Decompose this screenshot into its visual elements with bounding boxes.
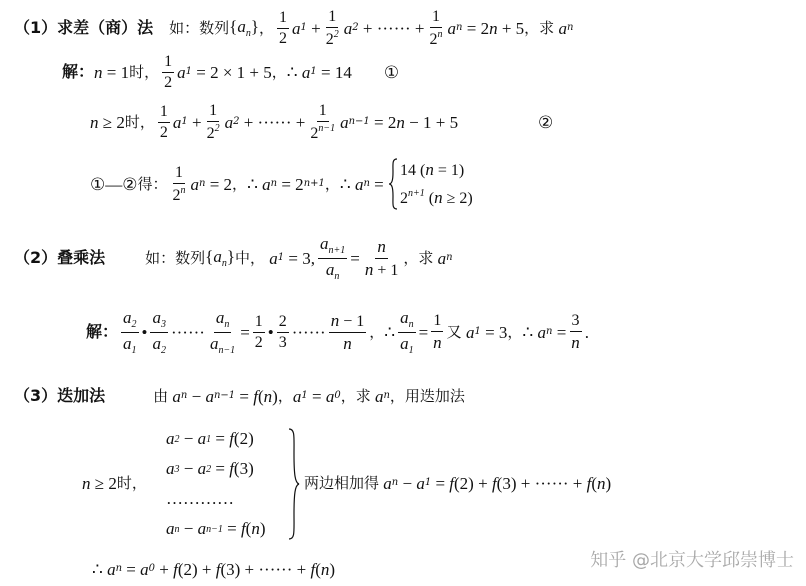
frac: $\frac{1}{2}$: [164, 52, 173, 91]
right-brace-icon: [288, 428, 300, 540]
section-2-header: （2） 叠乘法 如：数列 $\{a_n\}$ 中， a 1 = 3, $\frac{a_{n+1}}{a_n}$ = $\frac{n}{n + 1}$ ，求 a n: [14, 233, 453, 282]
you-label: 又: [446, 322, 462, 341]
therefore-symbol: ∴: [247, 174, 258, 194]
section-3-sum: 两边相加得 a n − a 1 = f (2) + f (3) + ······ + f ( n ): [304, 473, 612, 493]
stack-row: [166, 484, 266, 514]
frac: $\frac{1}{2^2}$: [206, 101, 220, 142]
section-1-title: 求差（商）法: [57, 18, 154, 37]
stack-row: a n − a n−1 = f ( n ): [166, 519, 266, 538]
section-1-seq: $\{a_n\}$: [229, 16, 260, 39]
section-1-example-prefix: 如：数列: [169, 18, 230, 37]
section-3-result: ∴ a n = a 0 + f (2) + f (3) + ······ + f ( n ): [92, 559, 336, 579]
piecewise-cases: 14 (n = 1) $2^{n+1}$ (n ≥ 2): [388, 158, 473, 210]
shi-label: 时，: [116, 473, 147, 492]
frac: $\frac{a_n}{a_1}$: [400, 307, 414, 356]
watermark: 知乎 @北京大学邱崇博士: [590, 550, 794, 571]
shi-label: 时，: [124, 112, 155, 131]
therefore-symbol: ∴: [384, 322, 396, 342]
section-2-middle: 中，: [235, 248, 266, 267]
section-3-example-prefix: 由: [153, 386, 169, 405]
section-2-ask: ，求: [403, 248, 434, 267]
circle-one-marker: ①: [383, 62, 400, 82]
therefore-symbol: ∴: [92, 559, 103, 579]
therefore-symbol: ∴: [522, 322, 534, 342]
frac: $\frac{n - 1}{n}$: [330, 310, 365, 353]
left-brace-icon: [388, 158, 398, 210]
frac: $\frac{1}{2^2}$: [325, 7, 339, 48]
section-1-number: （1）: [14, 18, 58, 37]
section-1-step-1: 解： n = 1 时， $\frac{1}{2}$ a 1 = 2 × 1 + 5 ， ∴ a 1 = 14 ①: [62, 52, 400, 91]
section-3-title: 迭加法: [57, 386, 106, 405]
jie-label: 解：: [86, 322, 119, 341]
frac: $\frac{2}{3}$: [278, 312, 287, 351]
section-2-solution: 解： $\frac{a_2}{a_1}$ • $\frac{a_3}{a_2}$ ······ $\frac{a_n}{a_{n-1}}$ = $\frac{1}{2}$ • $\frac{2}{3}$ ······ $\frac{n - 1}{n}$ ， ∴ $\frac{a_n}{a_1}$ = $\frac{1}{n}$ 又 a 1 = 3 ， ∴ a n = $\frac{3}{n}$ .: [86, 307, 590, 356]
frac: $\frac{1}{2}$: [279, 8, 288, 47]
frac: $\frac{a_n}{a_{n-1}}$: [209, 307, 236, 356]
therefore-symbol: ∴: [286, 62, 298, 82]
therefore-symbol: ∴: [339, 174, 351, 194]
jie-label: 解：: [62, 62, 95, 81]
section-2-example-prefix: 如：数列: [145, 248, 206, 267]
section-1-step-3: ①—② 得： $\frac{1}{2^n}$ a n = 2 ， ∴ a n = 2 n+1 ， ∴ a n = 14 (n = 1) $2^{n+1}$ (n ≥ 2): [90, 156, 473, 212]
section-3-condition: n ≥ 2 时，: [82, 473, 147, 493]
stack-row: a 3 − a 2 = f (3): [166, 459, 254, 478]
section-1-step-2: n ≥ 2 时， $\frac{1}{2}$ a 1 + $\frac{1}{2^2}$ a 2 + ······ + $\frac{1}{2^{n-1}}$ a n−1 = 2n − 1 + 5: [90, 101, 459, 142]
frac: $\frac{1}{2}$: [254, 312, 263, 351]
frac: $\frac{3}{n}$: [571, 311, 580, 352]
frac: $\frac{a_{n+1}}{a_n}$: [320, 233, 346, 282]
frac: $\frac{1}{2^n}$: [172, 163, 186, 204]
section-2-title: 叠乘法: [57, 248, 106, 267]
frac: $\frac{a_3}{a_2}$: [152, 307, 166, 356]
frac: $\frac{1}{2^n}$: [429, 7, 443, 48]
stack-row: a 2 − a 1 = f (2): [166, 429, 254, 448]
liangbian-label: 两边相加得: [304, 473, 380, 492]
circle-two-marker: [538, 110, 553, 134]
shi-label: 时，: [129, 62, 160, 81]
section-2-number: （2）: [14, 248, 58, 267]
frac: $\frac{1}{n}$: [433, 311, 442, 352]
section-1-header: （1） 求差（商）法 如：数列 $\{a_n\}$ ， $\frac{1}{2}$ a 1 + $\frac{1}{2^2}$ a 2 + ······ + $\frac{1}{2^n}$ a n = 2n + 5 ，求 a n: [14, 7, 574, 48]
dots-row: …………: [166, 489, 234, 508]
frac: $\frac{1}{2}$: [159, 102, 168, 141]
section-3-ask: ，求: [340, 386, 371, 405]
frac: $\frac{n}{n + 1}$: [364, 236, 399, 279]
de-label: 得：: [137, 174, 168, 193]
circle-minus-label: ①—②: [90, 174, 138, 194]
circle-two-text: ②: [538, 112, 554, 132]
section-3-equation-stack: [166, 424, 266, 544]
section-3-number: （3）: [14, 386, 58, 405]
frac: $\frac{a_2}{a_1}$: [123, 307, 137, 356]
frac: $\frac{1}{2^{n-1}}$: [310, 101, 336, 142]
section-3-tail: ，用迭加法: [389, 386, 465, 405]
section-3-header: （3） 迭加法 由 a n − a n−1 = f ( n ) ， a 1 = a 0 ，求 a n ，用迭加法: [14, 386, 465, 406]
section-1-ask: ，求: [524, 18, 555, 37]
